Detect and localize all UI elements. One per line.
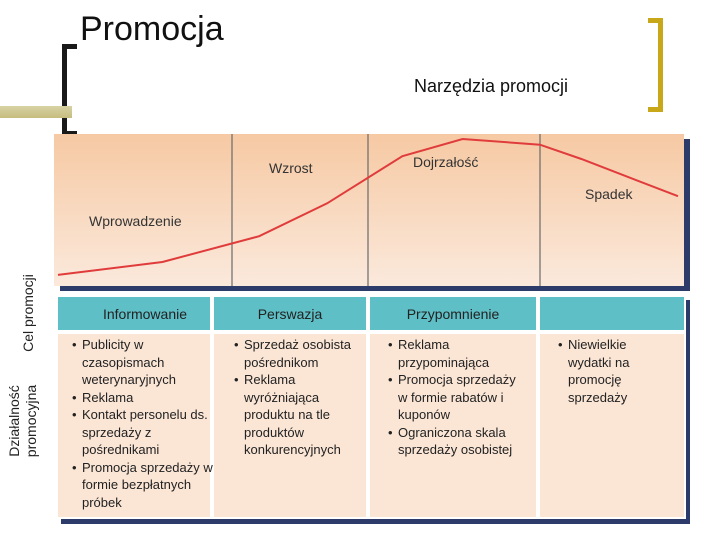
activity-item: • Ograniczona skala sprzedaży osobistej (398, 424, 528, 459)
activity-item: • Promocja sprzedaży w formie bezpłatnych próbek (82, 459, 216, 512)
activities-decline (556, 336, 660, 406)
stage-label-introduction: Wprowadzenie (89, 213, 182, 229)
slide-subtitle: Narzędzia promocji (414, 76, 569, 96)
goal-header-persuasion: Perswazja (257, 306, 323, 322)
slide-title: Promocja (80, 10, 224, 48)
activity-item: • Reklama wyróżniająca produktu na tle produktów konkurencyjnych (244, 371, 360, 459)
stage-label-growth: Wzrost (269, 160, 313, 176)
activity-item: • Reklama przypominająca (398, 336, 528, 371)
row-label-activity-text: Działalność promocyjna (6, 384, 39, 458)
goal-header-reminding: Przypomnienie (406, 306, 500, 322)
activity-item: • Promocja sprzedaży w formie rabatów i kuponów (398, 371, 528, 424)
stage-label-decline: Spadek (585, 186, 633, 202)
activity-item: • Kontakt personelu ds. sprzedaży z pośrednikami (82, 406, 216, 459)
goal-header-informing: Informowanie (102, 306, 188, 322)
activity-item: • Niewielkie wydatki na promocję sprzedaży (568, 336, 660, 406)
row-label-goal-text: Cel promocji (20, 274, 36, 352)
activities-introduction (70, 336, 216, 511)
goal-header-cell-4 (540, 297, 684, 330)
activities-maturity (386, 336, 528, 459)
activity-item: • Sprzedaż osobista pośrednikom (244, 336, 360, 371)
activity-item: • Reklama (82, 389, 216, 407)
activities-growth (232, 336, 360, 459)
activity-item: • Publicity w czasopismach weterynaryjnych (82, 336, 216, 389)
stage-label-maturity: Dojrzałość (413, 154, 479, 170)
